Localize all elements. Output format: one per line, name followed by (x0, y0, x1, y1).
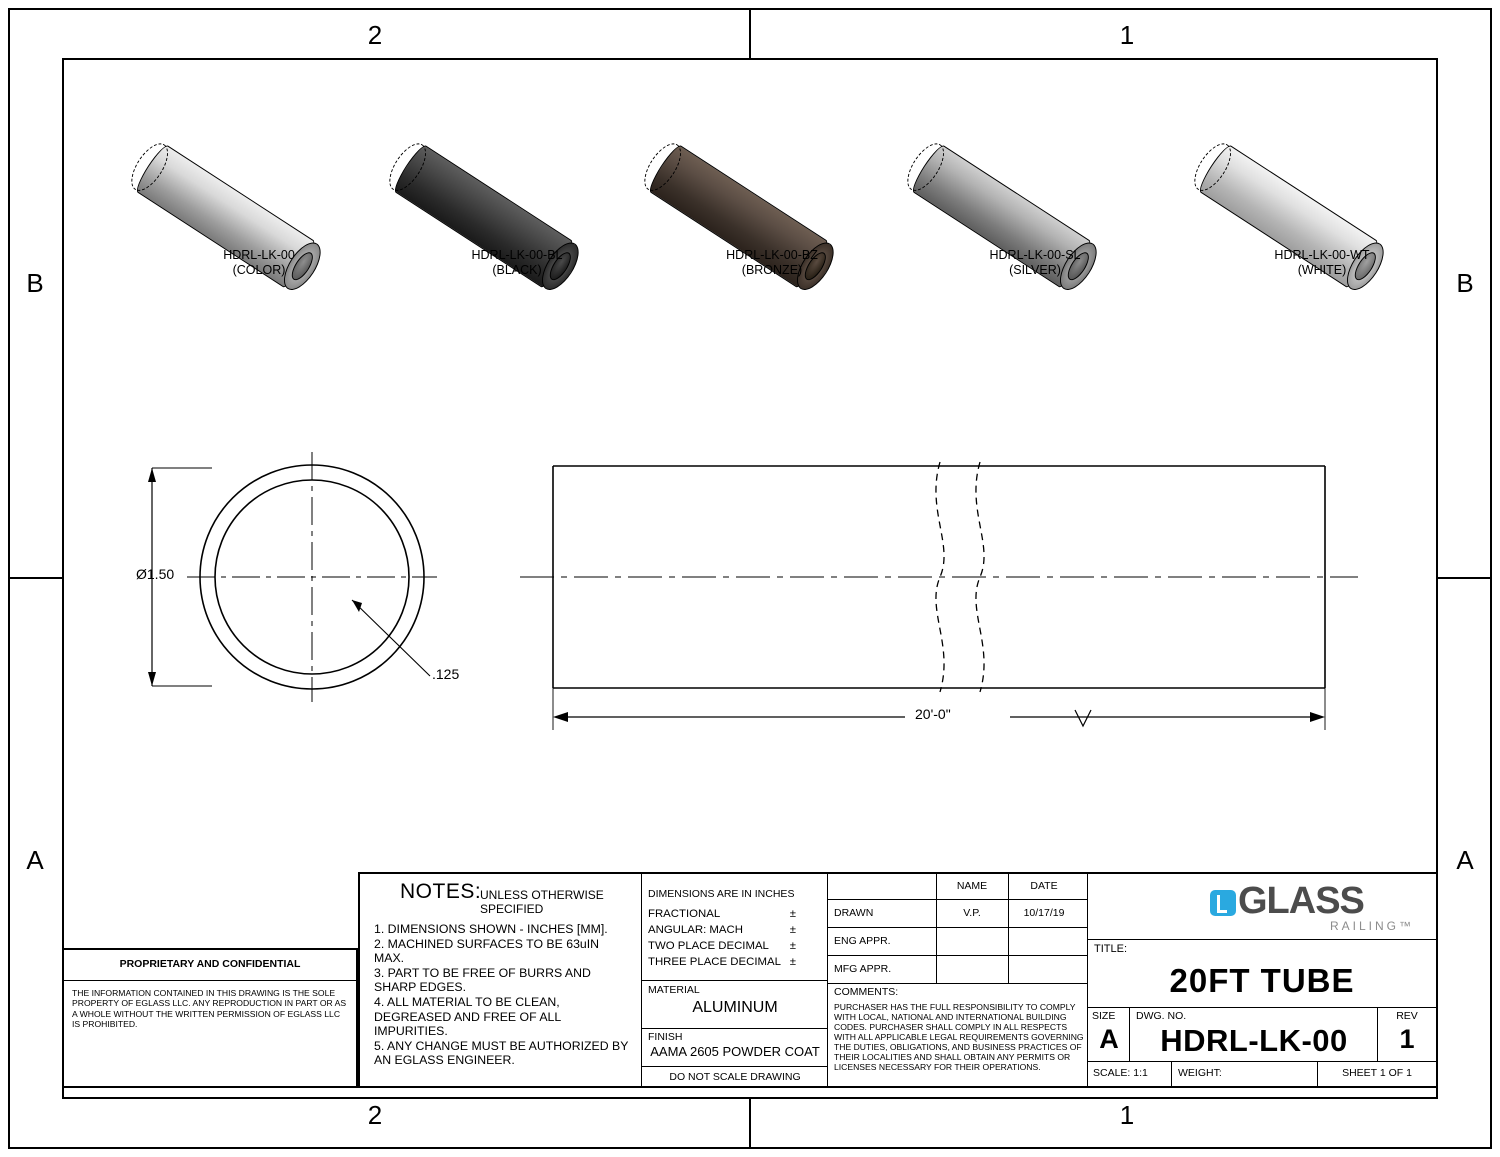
zone-label-top-2: 2 (367, 20, 383, 50)
wall-dimension-text: .125 (432, 666, 460, 682)
tube-sample-silver (910, 120, 1160, 277)
scale-row (1088, 1062, 1436, 1086)
tube-label-white (1197, 248, 1447, 278)
approvals-col-div-1 (936, 928, 937, 956)
scale-text: SCALE: 1:1 (1093, 1067, 1148, 1079)
tube-sample-row (62, 120, 1438, 310)
tolerance-row-three-place (648, 954, 824, 970)
rev-label: REV (1396, 1010, 1418, 1022)
rev-value: 1 (1399, 1024, 1415, 1054)
title-value: 20FT TUBE (1169, 962, 1355, 999)
tube-sample-black (392, 120, 642, 277)
approvals-role: ENG APPR. (834, 935, 891, 947)
tube-art-color (134, 120, 384, 255)
tolerance-row-two-place (648, 938, 824, 954)
tube-sample-color (134, 120, 384, 277)
notes-heading: NOTES: (400, 880, 482, 903)
do-not-scale-cell (642, 1066, 828, 1086)
tolerance-value: ± (789, 956, 796, 968)
tube-label-bronze (647, 248, 897, 278)
approvals-col-div-1 (936, 900, 937, 928)
tube-art-white (1197, 120, 1447, 255)
zone-label-left-b: B (26, 268, 44, 298)
tube-label-black (392, 248, 642, 278)
approvals-col-div-2 (1008, 900, 1009, 928)
material-value: ALUMINUM (692, 999, 778, 1016)
titleblock-right (1088, 874, 1436, 1086)
size-cell (1088, 1008, 1130, 1062)
zone-label-bottom-2: 2 (367, 1100, 383, 1130)
notes-cell (360, 874, 642, 1086)
approvals-date: 10/17/19 (1023, 907, 1065, 919)
zone-label-top-1: 1 (1119, 20, 1135, 50)
tube-code: HDRL-LK-00 (223, 248, 295, 262)
proprietary-block (62, 948, 358, 1088)
zone-label-right-a: A (1456, 845, 1474, 875)
tolerance-label: FRACTIONAL (648, 908, 721, 920)
eglass-logo-text: GLASS (1238, 880, 1364, 922)
proprietary-title: PROPRIETARY AND CONFIDENTIAL (119, 958, 301, 970)
note-item-4: 4. ALL MATERIAL TO BE CLEAN, DEGREASED AND FREE OF ALL IMPURITIES. (374, 994, 561, 1039)
do-not-scale-text: DO NOT SCALE DRAWING (669, 1071, 801, 1083)
title-block (358, 872, 1438, 1088)
tube-label-silver (910, 248, 1160, 278)
tolerance-heading: DIMENSIONS ARE IN INCHES (648, 888, 795, 900)
tube-label-color (134, 248, 384, 278)
title-cell (1088, 940, 1436, 1008)
approvals-name-header: NAME (956, 880, 988, 892)
approvals-col-div-2 (1008, 928, 1009, 956)
scale-cell (1088, 1062, 1172, 1086)
tube-finish: (WHITE) (1297, 263, 1347, 277)
note-item-2: 2. MACHINED SURFACES TO BE 63uIN MAX. (374, 936, 600, 966)
approvals-name: V.P. (963, 907, 981, 919)
approvals-col-div-2 (1008, 956, 1009, 984)
tolerance-row-angular (648, 922, 824, 938)
eglass-logo-mark-icon (1210, 890, 1236, 916)
note-item-3: 3. PART TO BE FREE OF BURRS AND SHARP EDGES. (374, 965, 591, 995)
dwgno-label: DWG. NO. (1136, 1010, 1187, 1022)
tube-sample-white (1197, 120, 1447, 277)
approvals-row-drawn (828, 900, 1088, 928)
tube-finish: (BRONZE) (741, 263, 803, 277)
material-cell (642, 980, 828, 1028)
zone-label-right-b: B (1456, 268, 1474, 298)
tolerance-value: ± (789, 940, 796, 952)
tolerance-cell (642, 874, 828, 1086)
dwgno-cell (1130, 1008, 1378, 1062)
zone-tick-top (749, 8, 751, 58)
tube-code: HDRL-LK-00-WT (1274, 248, 1370, 262)
zone-label-left-a: A (26, 845, 44, 875)
tube-art-silver (910, 120, 1160, 255)
tube-art-black (392, 120, 642, 255)
approvals-header-row (828, 874, 1088, 900)
material-label: MATERIAL (648, 984, 700, 996)
eglass-logo-subtext: RAILING™ (1329, 919, 1414, 933)
finish-cell (642, 1028, 828, 1066)
logo-cell (1088, 874, 1436, 940)
approvals-cell (828, 874, 1088, 1086)
tube-code: HDRL-LK-00-BL (471, 248, 563, 262)
tube-end-far (637, 137, 688, 196)
tolerance-label: THREE PLACE DECIMAL (648, 956, 781, 968)
tube-end-far (124, 137, 175, 196)
tube-art-bronze (647, 120, 897, 255)
tolerance-value: ± (789, 908, 796, 920)
tube-end-far (900, 137, 951, 196)
tube-end-far (382, 137, 433, 196)
size-label: SIZE (1092, 1010, 1116, 1022)
finish-label: FINISH (648, 1031, 683, 1043)
title-label: TITLE: (1094, 943, 1128, 955)
zone-tick-bottom (749, 1099, 751, 1149)
approvals-col-div-1 (936, 874, 937, 900)
sheet-cell (1318, 1062, 1436, 1086)
approvals-role: MFG APPR. (834, 963, 892, 975)
tube-code: HDRL-LK-00-SL (989, 248, 1081, 262)
approvals-col-div-1 (936, 956, 937, 984)
dwgno-row (1088, 1008, 1436, 1062)
zone-tick-left (8, 577, 62, 579)
approvals-role: DRAWN (834, 907, 874, 919)
comments-cell (828, 984, 1088, 1086)
zone-tick-right (1438, 577, 1492, 579)
tube-end-far (1187, 137, 1238, 196)
size-value: A (1099, 1024, 1119, 1054)
approvals-date-header: DATE (1030, 880, 1058, 892)
rev-cell (1378, 1008, 1436, 1062)
weight-text: WEIGHT: (1178, 1067, 1222, 1079)
tolerance-label: ANGULAR: MACH (648, 924, 743, 936)
tube-finish: (SILVER) (1009, 263, 1061, 277)
weight-cell (1172, 1062, 1318, 1086)
tolerance-label: TWO PLACE DECIMAL (648, 940, 769, 952)
finish-value: AAMA 2605 POWDER COAT (650, 1044, 820, 1059)
tube-code: HDRL-LK-00-BZ (726, 248, 818, 262)
sheet-text: SHEET 1 OF 1 (1342, 1067, 1412, 1079)
approvals-row-mfg (828, 956, 1088, 984)
diameter-dimension-text: Ø1.50 (136, 566, 175, 582)
approvals-row-eng (828, 928, 1088, 956)
tube-sample-bronze (647, 120, 897, 277)
tube-finish: (BLACK) (492, 263, 542, 277)
note-item-1: 1. DIMENSIONS SHOWN - INCHES [MM]. (374, 922, 608, 936)
length-dimension-text: 20'-0" (915, 706, 951, 722)
proprietary-divider (64, 980, 356, 981)
zone-label-bottom-1: 1 (1119, 1100, 1135, 1130)
tolerance-row-fractional (648, 906, 824, 922)
proprietary-body: THE INFORMATION CONTAINED IN THIS DRAWING IS THE SOLE PROPERTY OF EGLASS LLC. ANY REPRODUCTION IN PART OR AS A WHOLE WITHOUT THE WRITTEN PERMISSION OF EGLASS LLC IS PROHIBITED. (72, 988, 347, 1030)
comments-body: PURCHASER HAS THE FULL RESPONSIBILITY TO COMPLY WITH LOCAL, NATIONAL AND INTERNATIONAL BUILDING CODES. PURCHASER SHALL COMPLY IN ALL RESPECTS WITH ALL APPLICABLE LEGAL REQUIREMENTS GOVERNING THE DUTIES, OBLIGATIONS, AND BUSINESS PRACTICES OF THEIR LOCALITIES AND SHALL OBTAIN ANY PERMITS OR LICENSES NECESSARY FOR THEIR OPERATIONS. (834, 1002, 1084, 1072)
note-item-5: 5. ANY CHANGE MUST BE AUTHORIZED BY AN EGLASS ENGINEER. (374, 1038, 629, 1068)
approvals-col-div-2 (1008, 874, 1009, 900)
comments-label: COMMENTS: (834, 986, 899, 998)
notes-subheading: UNLESS OTHERWISE SPECIFIED (480, 888, 604, 916)
tolerance-value: ± (789, 924, 796, 936)
tube-finish: (COLOR) (232, 263, 286, 277)
dwgno-value: HDRL-LK-00 (1160, 1023, 1348, 1058)
